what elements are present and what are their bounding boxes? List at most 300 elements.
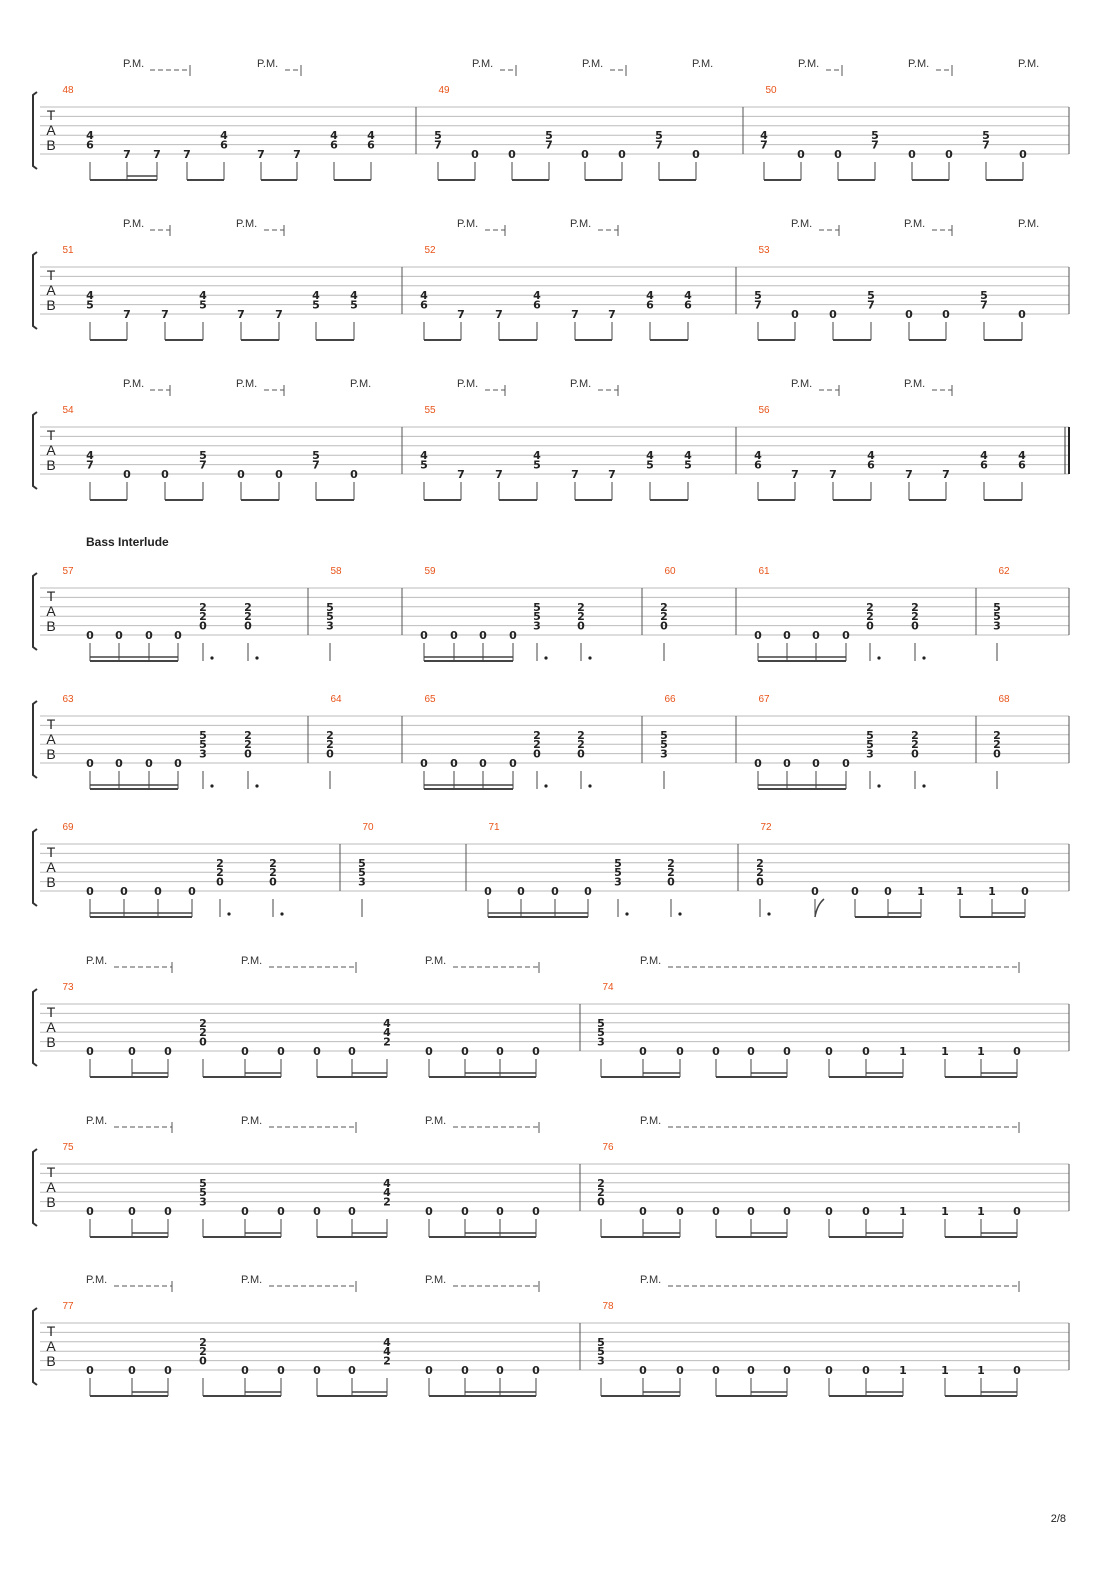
palm-mute-label: P.M. — [236, 378, 258, 390]
fret-number: 5 — [533, 610, 541, 624]
palm-mute-label: P.M. — [86, 1274, 108, 1286]
fret-number: 0 — [756, 875, 764, 889]
fret-number: 4 — [350, 289, 358, 303]
measure — [62, 1301, 540, 1396]
fret-number: 0 — [461, 1364, 469, 1377]
fret-number: 2 — [756, 856, 764, 870]
fret-number: 0 — [145, 629, 153, 642]
rhythm-dot — [280, 912, 283, 915]
fret-number: 4 — [684, 449, 692, 463]
fret-number: 7 — [980, 298, 988, 312]
fret-number: 0 — [508, 148, 516, 161]
fret-number: 4 — [330, 129, 338, 143]
fret-number: 2 — [244, 728, 252, 742]
fret-number: 0 — [244, 747, 252, 761]
fret-number: 0 — [174, 629, 182, 642]
fret-number: 2 — [533, 728, 541, 742]
fret-number: 5 — [614, 866, 622, 880]
measure — [736, 405, 1026, 500]
tab-clef-letter: A — [46, 282, 56, 298]
fret-number: 0 — [676, 1045, 684, 1058]
fret-number: 2 — [533, 738, 541, 752]
measure-number: 51 — [62, 245, 74, 256]
fret-number: 5 — [660, 738, 668, 752]
fret-number: 7 — [495, 308, 503, 321]
rhythm-dot — [210, 656, 213, 659]
tab-clef-letter: A — [46, 442, 56, 458]
measure-number: 48 — [62, 85, 74, 96]
rhythm-dot — [544, 784, 547, 787]
fret-number: 6 — [220, 138, 228, 152]
tab-clef-letter: B — [46, 1353, 56, 1369]
fret-number: 7 — [905, 468, 913, 481]
fret-number: 0 — [791, 308, 799, 321]
fret-number: 0 — [825, 1045, 833, 1058]
measure-number: 68 — [998, 694, 1010, 705]
fret-number: 0 — [797, 148, 805, 161]
measure-number: 66 — [664, 694, 676, 705]
fret-number: 0 — [115, 757, 123, 770]
fret-number: 7 — [829, 468, 837, 481]
fret-number: 2 — [911, 738, 919, 752]
fret-number: 0 — [532, 1045, 540, 1058]
palm-mute-label: P.M. — [640, 955, 662, 967]
system-bracket — [33, 1149, 37, 1226]
measure-number: 53 — [758, 245, 770, 256]
fret-number: 3 — [199, 1195, 207, 1209]
fret-number: 0 — [783, 1045, 791, 1058]
fret-number: 5 — [597, 1016, 605, 1030]
fret-number: 2 — [660, 610, 668, 624]
palm-mute-label: P.M. — [457, 218, 479, 230]
tab-clef-letter: T — [46, 588, 56, 604]
fret-number: 2 — [577, 738, 585, 752]
rhythm-dot — [588, 656, 591, 659]
fret-number: 6 — [646, 298, 654, 312]
fret-number: 0 — [277, 1045, 285, 1058]
fret-number: 0 — [783, 1205, 791, 1218]
fret-number: 0 — [420, 629, 428, 642]
fret-number: 5 — [993, 610, 1001, 624]
fret-number: 4 — [684, 289, 692, 303]
fret-number: 0 — [145, 757, 153, 770]
fret-number: 7 — [571, 468, 579, 481]
fret-number: 0 — [164, 1045, 172, 1058]
fret-number: 0 — [1013, 1045, 1021, 1058]
fret-number: 5 — [199, 298, 207, 312]
fret-number: 0 — [660, 619, 668, 633]
rhythm-dot — [588, 784, 591, 787]
tab-clef-letter: A — [46, 731, 56, 747]
measure — [738, 822, 1029, 917]
fret-number: 4 — [383, 1176, 391, 1190]
fret-number: 0 — [783, 629, 791, 642]
fret-number: 5 — [867, 289, 875, 303]
rhythm-dot — [922, 784, 925, 787]
palm-mute-label: P.M. — [350, 378, 372, 390]
fret-number: 0 — [199, 619, 207, 633]
fret-number: 6 — [367, 138, 375, 152]
note-flag — [815, 899, 824, 917]
fret-number: 2 — [216, 866, 224, 880]
fret-number: 0 — [905, 308, 913, 321]
fret-number: 0 — [747, 1364, 755, 1377]
fret-number: 5 — [982, 129, 990, 143]
fret-number: 0 — [277, 1364, 285, 1377]
rhythm-dot — [877, 784, 880, 787]
fret-number: 0 — [692, 148, 700, 161]
fret-number: 0 — [581, 148, 589, 161]
tab-system — [33, 1115, 1069, 1237]
fret-number: 0 — [533, 747, 541, 761]
fret-number: 0 — [747, 1045, 755, 1058]
fret-number: 2 — [597, 1176, 605, 1190]
fret-number: 2 — [216, 856, 224, 870]
fret-number: 6 — [754, 458, 762, 472]
fret-number: 7 — [754, 298, 762, 312]
fret-number: 0 — [866, 619, 874, 633]
fret-number: 3 — [866, 747, 874, 761]
fret-number: 0 — [275, 468, 283, 481]
fret-number: 5 — [199, 449, 207, 463]
fret-number: 5 — [199, 1186, 207, 1200]
tab-clef-letter: A — [46, 859, 56, 875]
measure-number: 63 — [62, 694, 74, 705]
fret-number: 3 — [660, 747, 668, 761]
fret-number: 5 — [614, 856, 622, 870]
measure — [402, 566, 592, 661]
fret-number: 0 — [676, 1205, 684, 1218]
fret-number: 1 — [977, 1205, 985, 1218]
tab-system — [33, 535, 1069, 661]
fret-number: 3 — [199, 747, 207, 761]
palm-mute-label: P.M. — [457, 378, 479, 390]
fret-number: 7 — [293, 148, 301, 161]
fret-number: 0 — [128, 1364, 136, 1377]
system-bracket — [33, 252, 37, 329]
fret-number: 1 — [917, 885, 925, 898]
fret-number: 0 — [639, 1045, 647, 1058]
fret-number: 0 — [313, 1364, 321, 1377]
measure-number: 60 — [664, 566, 676, 577]
palm-mute-label: P.M. — [640, 1115, 662, 1127]
fret-number: 0 — [461, 1045, 469, 1058]
fret-number: 0 — [241, 1045, 249, 1058]
fret-number: 5 — [646, 458, 654, 472]
system-bracket — [33, 573, 37, 650]
rhythm-dot — [544, 656, 547, 659]
fret-number: 7 — [495, 468, 503, 481]
fret-number: 0 — [829, 308, 837, 321]
fret-number: 2 — [660, 600, 668, 614]
measure-number: 67 — [758, 694, 770, 705]
measure — [976, 694, 1010, 789]
fret-number: 0 — [1021, 885, 1029, 898]
fret-number: 0 — [313, 1205, 321, 1218]
palm-mute-label: P.M. — [472, 58, 494, 70]
measure — [62, 822, 283, 917]
measure — [308, 694, 342, 789]
measure-number: 74 — [602, 982, 614, 993]
tab-system — [33, 694, 1069, 789]
tab-clef-letter: B — [46, 874, 56, 890]
fret-number: 0 — [216, 875, 224, 889]
fret-number: 6 — [980, 458, 988, 472]
fret-number: 5 — [684, 458, 692, 472]
fret-number: 7 — [86, 458, 94, 472]
fret-number: 7 — [123, 148, 131, 161]
fret-number: 7 — [545, 138, 553, 152]
fret-number: 0 — [269, 875, 277, 889]
fret-number: 2 — [993, 728, 1001, 742]
fret-number: 0 — [811, 885, 819, 898]
fret-number: 4 — [383, 1345, 391, 1359]
fret-number: 2 — [383, 1195, 391, 1209]
fret-number: 3 — [326, 619, 334, 633]
tab-clef-letter: T — [46, 716, 56, 732]
measure-number: 58 — [330, 566, 342, 577]
tab-clef-letter: B — [46, 137, 56, 153]
tab-clef-letter: B — [46, 457, 56, 473]
tab-system — [33, 58, 1069, 180]
fret-number: 5 — [597, 1335, 605, 1349]
fret-number: 0 — [86, 1364, 94, 1377]
rhythm-dot — [625, 912, 628, 915]
fret-number: 5 — [326, 600, 334, 614]
fret-number: 2 — [244, 738, 252, 752]
palm-mute-label: P.M. — [692, 58, 714, 70]
fret-number: 4 — [646, 449, 654, 463]
fret-number: 1 — [988, 885, 996, 898]
fret-number: 2 — [199, 1026, 207, 1040]
fret-number: 0 — [908, 148, 916, 161]
tab-clef-letter: T — [46, 1323, 56, 1339]
fret-number: 2 — [667, 856, 675, 870]
measure — [62, 694, 258, 789]
fret-number: 1 — [899, 1364, 907, 1377]
fret-number: 2 — [326, 728, 334, 742]
fret-number: 0 — [86, 1205, 94, 1218]
measure — [580, 1301, 1021, 1396]
palm-mute-label: P.M. — [257, 58, 279, 70]
fret-number: 5 — [980, 289, 988, 303]
fret-number: 5 — [597, 1026, 605, 1040]
measure — [580, 1142, 1021, 1237]
fret-number: 5 — [871, 129, 879, 143]
fret-number: 0 — [597, 1195, 605, 1209]
measure-number: 77 — [62, 1301, 74, 1312]
measure — [466, 822, 682, 917]
measure — [736, 694, 926, 789]
palm-mute-label: P.M. — [236, 218, 258, 230]
fret-number: 2 — [326, 738, 334, 752]
fret-number: 0 — [313, 1045, 321, 1058]
fret-number: 6 — [1018, 458, 1026, 472]
fret-number: 0 — [842, 757, 850, 770]
fret-number: 1 — [899, 1205, 907, 1218]
fret-number: 0 — [834, 148, 842, 161]
fret-number: 2 — [667, 866, 675, 880]
measure — [62, 85, 375, 180]
fret-number: 2 — [199, 1016, 207, 1030]
measure-number: 59 — [424, 566, 436, 577]
fret-number: 1 — [941, 1205, 949, 1218]
tab-clef-letter: A — [46, 603, 56, 619]
palm-mute-label: P.M. — [241, 1274, 263, 1286]
fret-number: 0 — [484, 885, 492, 898]
fret-number: 5 — [358, 866, 366, 880]
fret-number: 0 — [712, 1364, 720, 1377]
fret-number: 2 — [199, 610, 207, 624]
tab-clef-letter: A — [46, 1019, 56, 1035]
fret-number: 0 — [812, 757, 820, 770]
measure-number: 55 — [424, 405, 436, 416]
fret-number: 2 — [199, 1345, 207, 1359]
fret-number: 7 — [867, 298, 875, 312]
fret-number: 0 — [496, 1045, 504, 1058]
rhythm-dot — [877, 656, 880, 659]
fret-number: 4 — [86, 289, 94, 303]
fret-number: 0 — [115, 629, 123, 642]
fret-number: 2 — [199, 1335, 207, 1349]
fret-number: 0 — [747, 1205, 755, 1218]
fret-number: 0 — [425, 1205, 433, 1218]
measure — [402, 405, 692, 500]
measure-number: 65 — [424, 694, 436, 705]
fret-number: 7 — [791, 468, 799, 481]
fret-number: 2 — [911, 600, 919, 614]
fret-number: 0 — [241, 1205, 249, 1218]
fret-number: 5 — [86, 298, 94, 312]
fret-number: 0 — [420, 757, 428, 770]
palm-mute-label: P.M. — [582, 58, 604, 70]
fret-number: 4 — [383, 1016, 391, 1030]
fret-number: 0 — [577, 619, 585, 633]
fret-number: 0 — [237, 468, 245, 481]
system-bracket — [33, 989, 37, 1066]
fret-number: 1 — [977, 1364, 985, 1377]
fret-number: 7 — [257, 148, 265, 161]
palm-mute-label: P.M. — [86, 1115, 108, 1127]
fret-number: 5 — [533, 458, 541, 472]
fret-number: 7 — [434, 138, 442, 152]
fret-number: 5 — [866, 738, 874, 752]
measure — [736, 245, 1026, 340]
system-bracket — [33, 701, 37, 778]
measure-number: 72 — [760, 822, 772, 833]
fret-number: 6 — [86, 138, 94, 152]
tab-system — [33, 218, 1069, 340]
rhythm-dot — [255, 656, 258, 659]
measure-number: 49 — [438, 85, 450, 96]
fret-number: 0 — [123, 468, 131, 481]
fret-number: 2 — [383, 1354, 391, 1368]
fret-number: 0 — [244, 619, 252, 633]
fret-number: 7 — [199, 458, 207, 472]
palm-mute-label: P.M. — [425, 1274, 447, 1286]
measure-number: 62 — [998, 566, 1010, 577]
fret-number: 2 — [993, 738, 1001, 752]
fret-number: 7 — [982, 138, 990, 152]
fret-number: 4 — [86, 129, 94, 143]
fret-number: 0 — [676, 1364, 684, 1377]
fret-number: 4 — [646, 289, 654, 303]
fret-number: 0 — [326, 747, 334, 761]
fret-number: 0 — [551, 885, 559, 898]
fret-number: 5 — [358, 856, 366, 870]
fret-number: 0 — [911, 747, 919, 761]
fret-number: 0 — [862, 1364, 870, 1377]
fret-number: 2 — [597, 1186, 605, 1200]
tab-clef-letter: A — [46, 1179, 56, 1195]
fret-number: 5 — [434, 129, 442, 143]
tab-clef-letter: T — [46, 267, 56, 283]
fret-number: 7 — [237, 308, 245, 321]
tab-clef-letter: T — [46, 107, 56, 123]
fret-number: 0 — [1019, 148, 1027, 161]
palm-mute-label: P.M. — [791, 378, 813, 390]
fret-number: 0 — [577, 747, 585, 761]
fret-number: 0 — [884, 885, 892, 898]
palm-mute-label: P.M. — [904, 218, 926, 230]
fret-number: 7 — [275, 308, 283, 321]
fret-number: 5 — [350, 298, 358, 312]
measure-number: 70 — [362, 822, 374, 833]
fret-number: 0 — [509, 629, 517, 642]
fret-number: 3 — [614, 875, 622, 889]
measure-number: 50 — [765, 85, 777, 96]
measure-number: 73 — [62, 982, 74, 993]
palm-mute-label: P.M. — [123, 58, 145, 70]
fret-number: 5 — [655, 129, 663, 143]
fret-number: 4 — [383, 1026, 391, 1040]
fret-number: 0 — [862, 1205, 870, 1218]
measure-number: 64 — [330, 694, 342, 705]
palm-mute-label: P.M. — [241, 955, 263, 967]
palm-mute-label: P.M. — [241, 1115, 263, 1127]
fret-number: 0 — [128, 1205, 136, 1218]
fret-number: 3 — [358, 875, 366, 889]
fret-number: 0 — [496, 1205, 504, 1218]
fret-number: 0 — [450, 629, 458, 642]
fret-number: 4 — [867, 449, 875, 463]
measure-number: 61 — [758, 566, 770, 577]
fret-number: 1 — [899, 1045, 907, 1058]
fret-number: 4 — [1018, 449, 1026, 463]
fret-number: 0 — [945, 148, 953, 161]
fret-number: 7 — [871, 138, 879, 152]
fret-number: 0 — [639, 1364, 647, 1377]
fret-number: 2 — [866, 610, 874, 624]
measure-number: 71 — [488, 822, 500, 833]
measure-number: 69 — [62, 822, 74, 833]
system-bracket — [33, 1308, 37, 1385]
palm-mute-label: P.M. — [904, 378, 926, 390]
palm-mute-label: P.M. — [123, 378, 145, 390]
measure — [402, 245, 692, 340]
fret-number: 0 — [532, 1205, 540, 1218]
fret-number: 0 — [425, 1364, 433, 1377]
fret-number: 5 — [326, 610, 334, 624]
measure — [976, 566, 1010, 661]
fret-number: 2 — [756, 866, 764, 880]
fret-number: 1 — [941, 1045, 949, 1058]
tab-clef-letter: B — [46, 746, 56, 762]
fret-number: 5 — [199, 728, 207, 742]
rhythm-dot — [227, 912, 230, 915]
fret-number: 7 — [655, 138, 663, 152]
fret-number: 0 — [667, 875, 675, 889]
